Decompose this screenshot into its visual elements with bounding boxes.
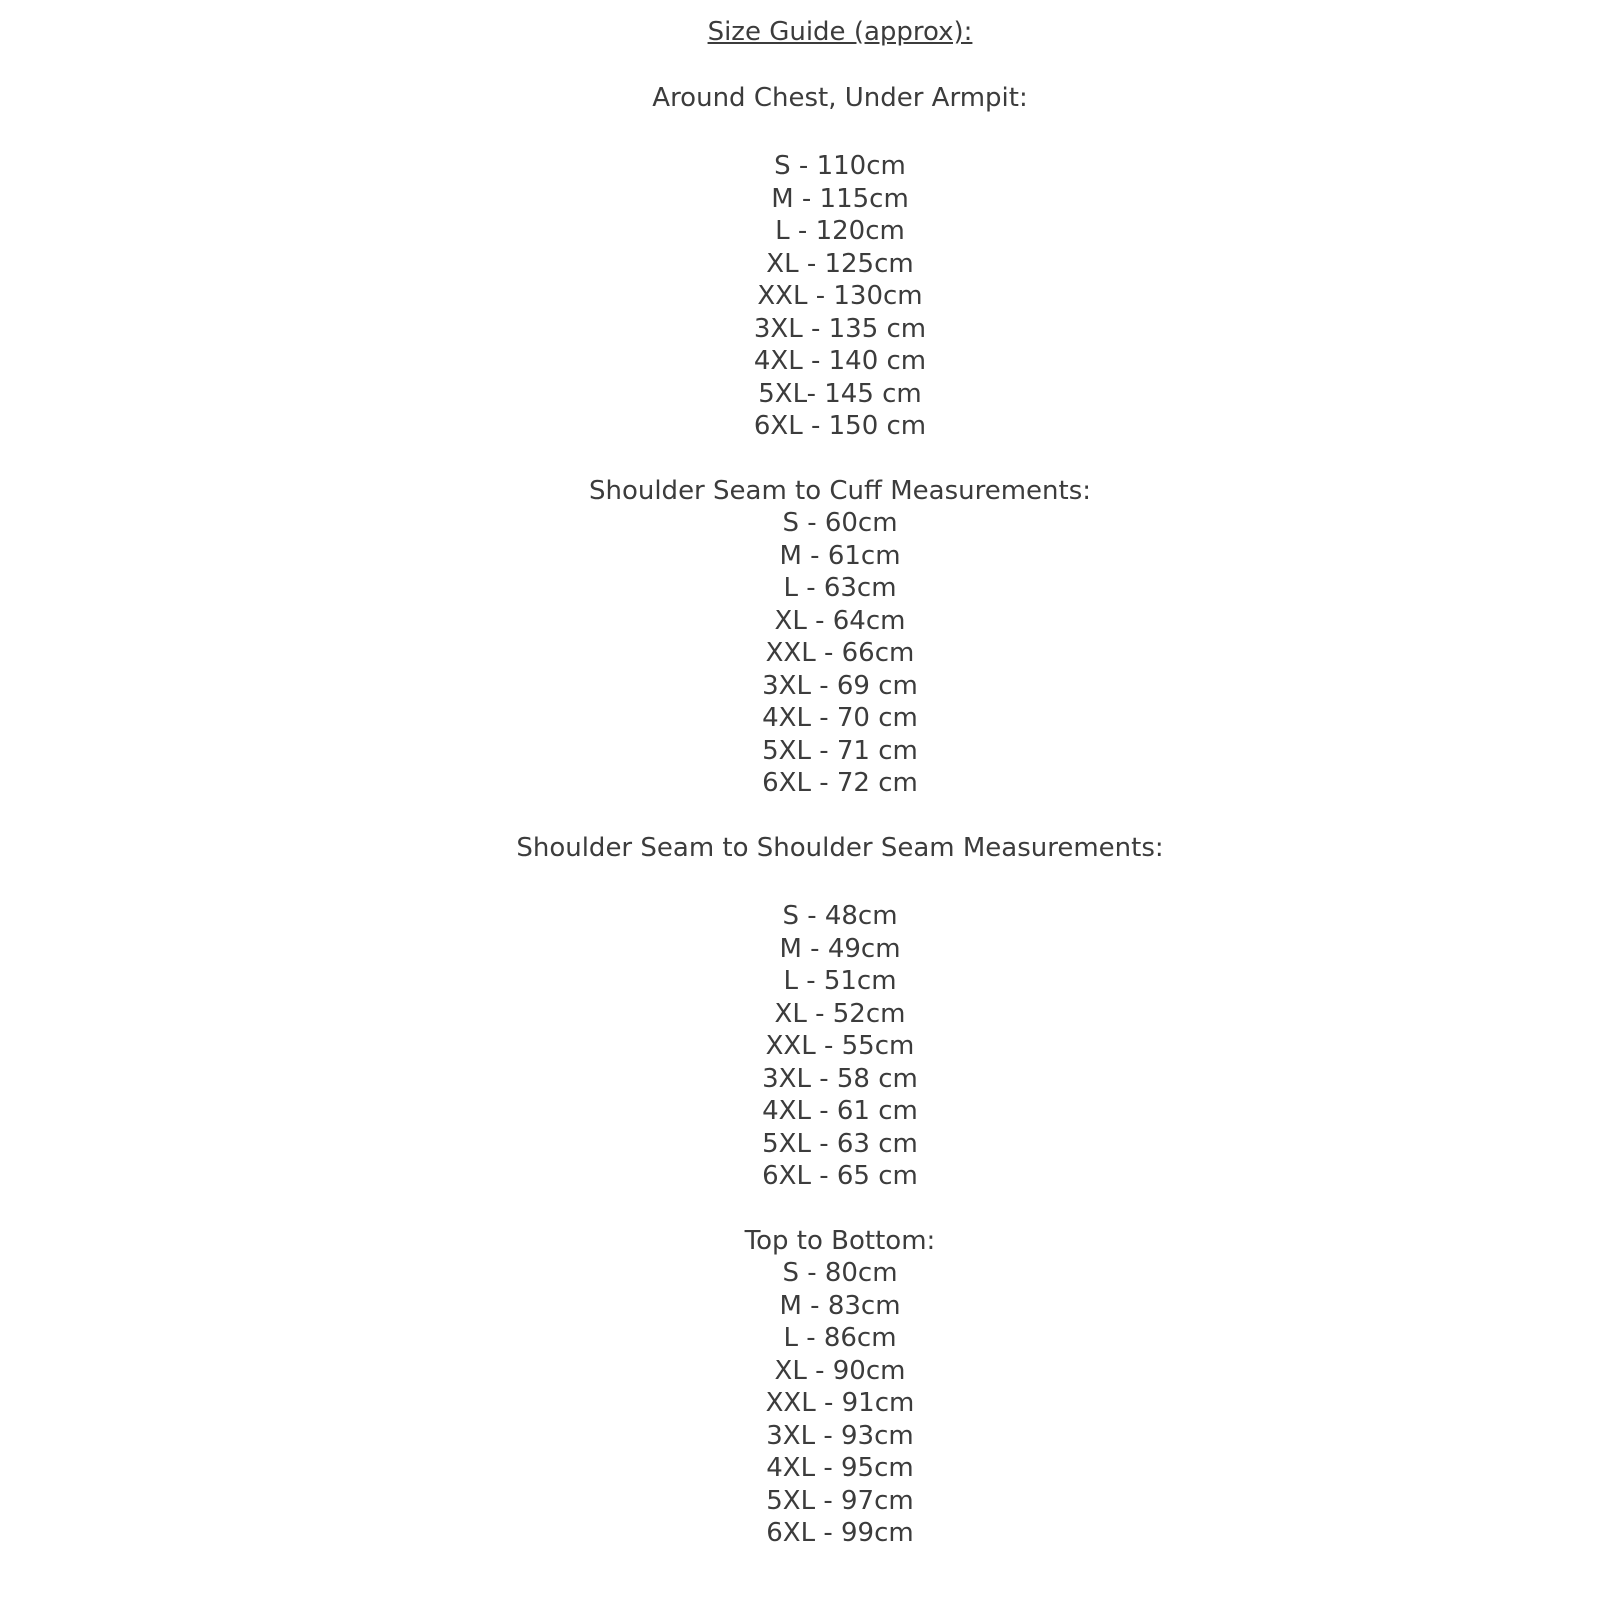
section-heading-shoulder-to-cuff: Shoulder Seam to Cuff Measurements: (588, 475, 1092, 506)
section-heading-around-chest: Around Chest, Under Armpit: (652, 82, 1028, 113)
size-entry: L - 120cm (775, 216, 905, 246)
size-list-shoulder-to-cuff (80, 507, 1600, 800)
size-entry: 4XL - 61 cm (762, 1096, 918, 1126)
size-entry: XXL - 66cm (765, 638, 915, 668)
size-entry: 3XL - 58 cm (762, 1063, 918, 1094)
size-entry: 6XL - 150 cm (753, 411, 927, 441)
section-heading-shoulder-to-shoulder: Shoulder Seam to Shoulder Seam Measurements: (516, 832, 1164, 863)
size-entry: L - 86cm (783, 1323, 897, 1353)
size-entry: M - 115cm (771, 183, 909, 214)
size-entry: XL - 90cm (774, 1355, 906, 1386)
section-around-chest (80, 82, 1600, 443)
size-list-around-chest (80, 150, 1600, 443)
size-entry: M - 83cm (779, 1290, 901, 1321)
section-top-to-bottom (80, 1225, 1600, 1550)
size-entry: 5XL - 71 cm (762, 735, 918, 766)
size-entry: XXL - 130cm (757, 281, 923, 311)
size-entry: 6XL - 65 cm (762, 1161, 918, 1191)
section-heading-top-to-bottom: Top to Bottom: (744, 1225, 936, 1256)
size-list-top-to-bottom (80, 1257, 1600, 1550)
size-entry: XL - 125cm (766, 248, 914, 279)
size-entry: M - 49cm (779, 933, 901, 964)
size-entry: 4XL - 95cm (766, 1453, 914, 1483)
size-entry: 4XL - 140 cm (753, 346, 927, 376)
size-entry: 5XL - 97cm (766, 1485, 914, 1516)
size-entry: 5XL - 63 cm (762, 1128, 918, 1159)
size-entry: XXL - 91cm (765, 1388, 915, 1418)
size-entry: S - 110cm (774, 151, 906, 181)
size-entry: S - 60cm (782, 508, 898, 538)
size-entry: 6XL - 99cm (766, 1518, 914, 1548)
size-entry: XL - 64cm (774, 605, 906, 636)
size-entry: 3XL - 69 cm (762, 670, 918, 701)
section-shoulder-to-cuff (80, 475, 1600, 800)
size-entry: 4XL - 70 cm (762, 703, 918, 733)
size-entry: L - 63cm (783, 573, 897, 603)
size-entry: XL - 52cm (774, 998, 906, 1029)
size-entry: 3XL - 135 cm (753, 313, 927, 344)
size-entry: XXL - 55cm (765, 1031, 915, 1061)
size-entry: 5XL- 145 cm (758, 378, 922, 409)
size-entry: S - 48cm (782, 901, 898, 931)
size-entry: S - 80cm (782, 1258, 898, 1288)
size-entry: 3XL - 93cm (766, 1420, 914, 1451)
size-entry: 6XL - 72 cm (762, 768, 918, 798)
size-entry: L - 51cm (783, 966, 897, 996)
size-list-shoulder-to-shoulder (80, 900, 1600, 1193)
size-entry: M - 61cm (779, 540, 901, 571)
section-shoulder-to-shoulder (80, 832, 1600, 1193)
size-guide-title: Size Guide (approx): (707, 17, 973, 47)
